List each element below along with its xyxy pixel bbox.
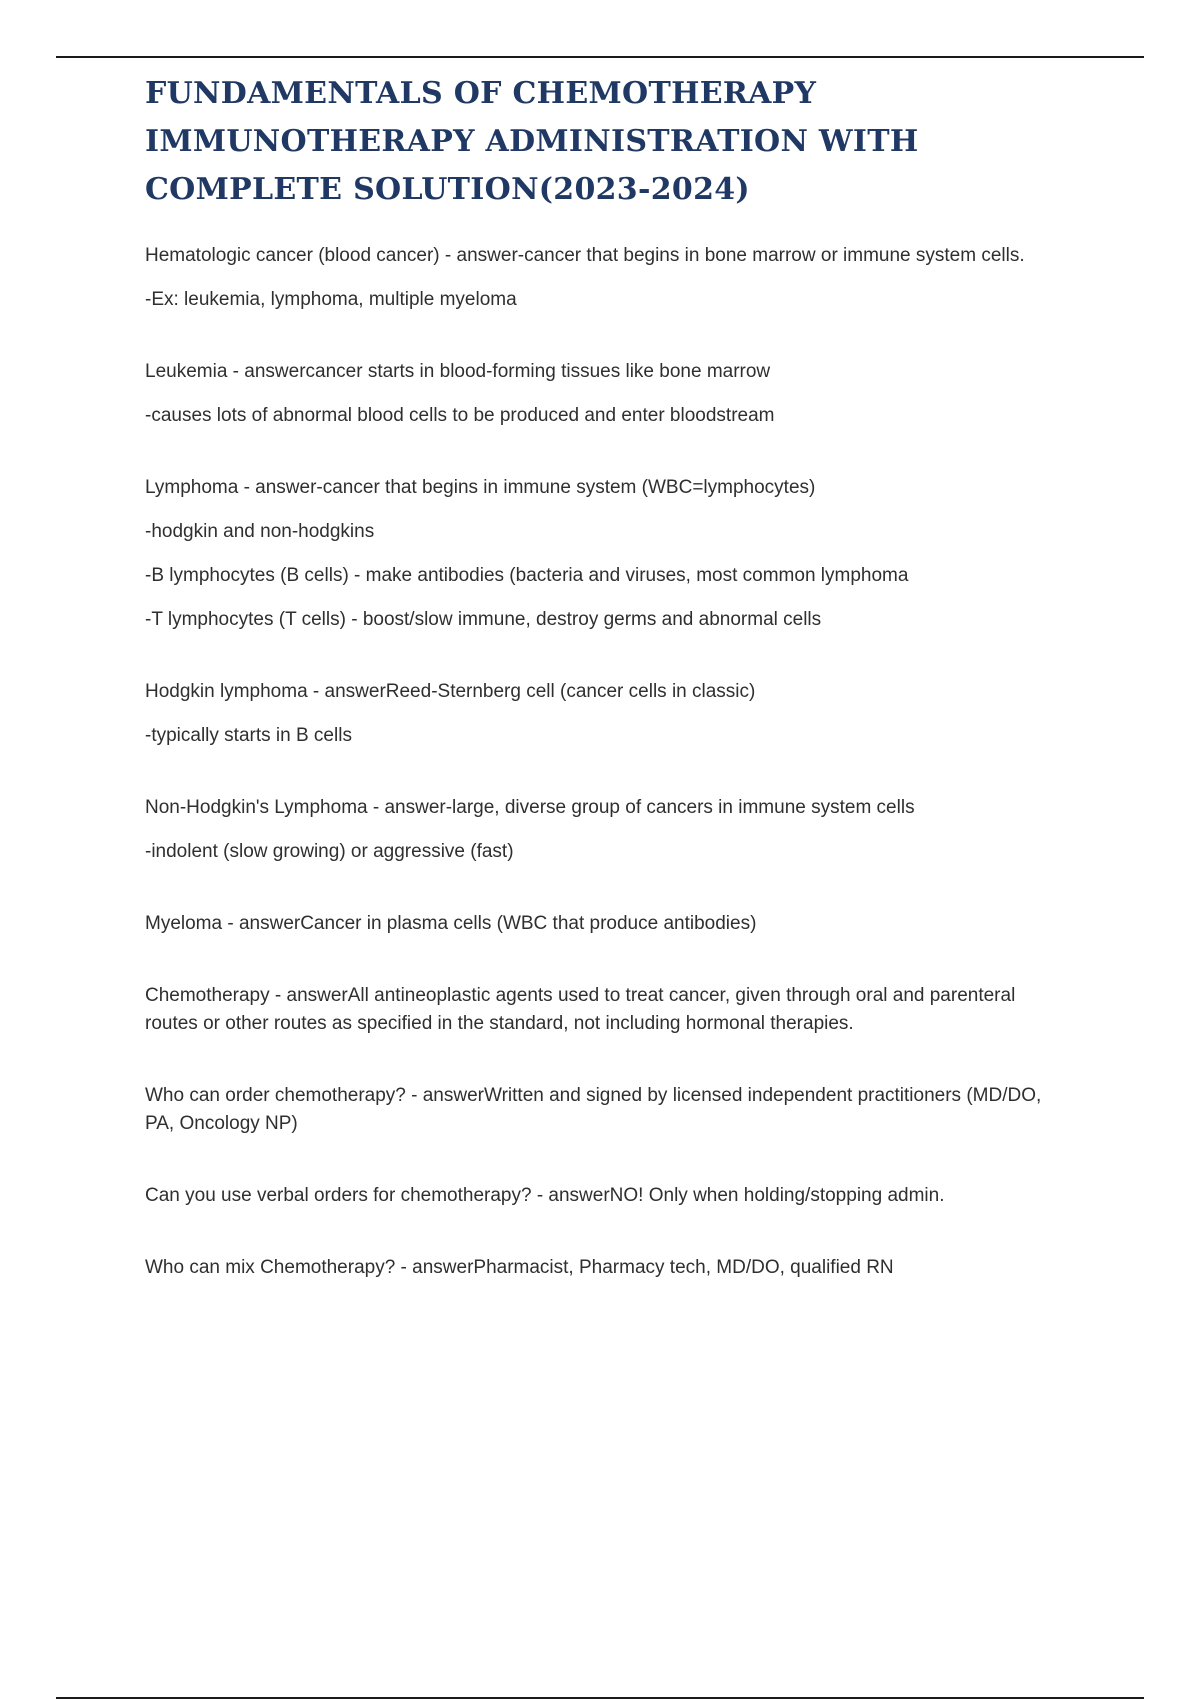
entry-line: -indolent (slow growing) or aggressive (fast) [145, 841, 514, 862]
qa-entry-who-can-order [145, 1082, 1065, 1138]
entry-line: Hodgkin lymphoma - answerReed-Sternberg cell (cancer cells in classic) [145, 681, 756, 702]
entry-line: Who can mix Chemotherapy? - answerPharmacist, Pharmacy tech, MD/DO, qualified RN [145, 1257, 894, 1278]
qa-entry-hodgkin-lymphoma [145, 678, 1065, 750]
entry-line: -hodgkin and non-hodgkins [145, 521, 375, 542]
entry-line: -typically starts in B cells [145, 725, 352, 746]
entry-line: Hematologic cancer (blood cancer) - answer-cancer that begins in bone marrow or immune system cells. [145, 245, 1025, 266]
entry-line: Non-Hodgkin's Lymphoma - answer-large, diverse group of cancers in immune system cells [145, 797, 915, 818]
qa-entry-hematologic-cancer [145, 242, 1065, 314]
entry-line: -B lymphocytes (B cells) - make antibodies (bacteria and viruses, most common lymphoma [145, 565, 909, 586]
qa-entry-myeloma [145, 910, 1065, 938]
qa-entry-non-hodgkin-lymphoma [145, 794, 1065, 866]
qa-entry-leukemia [145, 358, 1065, 430]
entry-line: Myeloma - answerCancer in plasma cells (WBC that produce antibodies) [145, 913, 757, 934]
entry-line: Lymphoma - answer-cancer that begins in immune system (WBC=lymphocytes) [145, 477, 816, 498]
entry-line: Chemotherapy - answerAll antineoplastic agents used to treat cancer, given through oral and parenteral routes or other routes as specified in the standard, not including hormonal therapies. [145, 985, 1016, 1034]
entry-line: Who can order chemotherapy? - answerWritten and signed by licensed independent practitioners (MD/DO, PA, Oncology NP) [145, 1085, 1042, 1134]
entry-line: Leukemia - answercancer starts in blood-forming tissues like bone marrow [145, 361, 771, 382]
top-rule [56, 56, 1144, 58]
entry-line: Can you use verbal orders for chemotherapy? - answerNO! Only when holding/stopping admin. [145, 1185, 945, 1206]
entry-line: -Ex: leukemia, lymphoma, multiple myeloma [145, 289, 517, 310]
qa-entry-verbal-orders [145, 1182, 1065, 1210]
entry-line: -T lymphocytes (T cells) - boost/slow immune, destroy germs and abnormal cells [145, 609, 822, 630]
entry-line: -causes lots of abnormal blood cells to be produced and enter bloodstream [145, 405, 775, 426]
qa-entry-who-can-mix [145, 1254, 1065, 1282]
qa-entry-lymphoma [145, 474, 1065, 634]
document-body [145, 70, 1065, 1326]
document-title: FUNDAMENTALS OF CHEMOTHERAPY IMMUNOTHERAPY ADMINISTRATION WITH COMPLETE SOLUTION(2023-2024) [145, 76, 919, 207]
bottom-rule [56, 1697, 1144, 1699]
qa-entry-chemotherapy [145, 982, 1065, 1038]
